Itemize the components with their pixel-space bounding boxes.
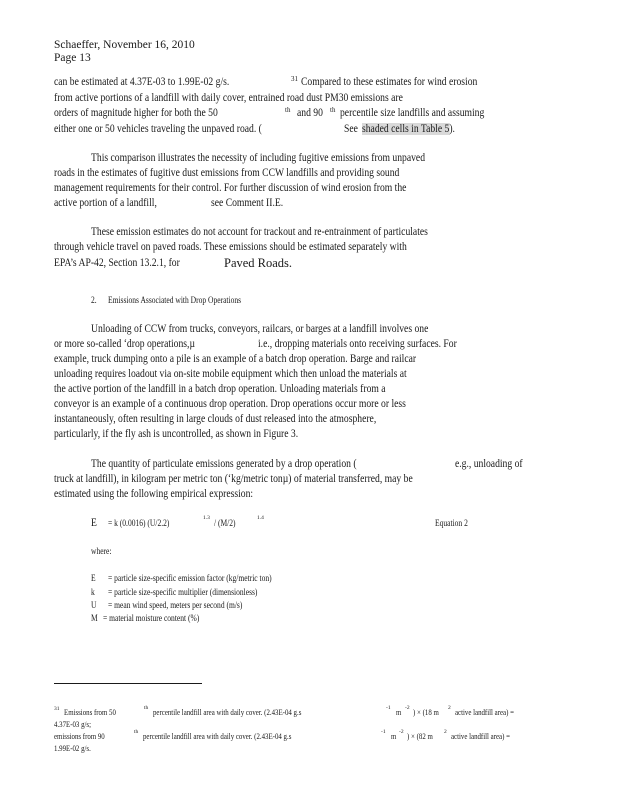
- text-line: See: [344, 123, 358, 135]
- header-page-number: Page 13: [54, 52, 91, 64]
- definition-symbol: U: [91, 600, 97, 610]
- superscript: th: [144, 705, 149, 711]
- superscript: -1: [386, 705, 391, 711]
- text-line: active portion of a landfill,: [54, 197, 157, 209]
- text-line: particularly, if the fly ash is uncontrolled, as shown in Figure 3.: [54, 428, 299, 440]
- footnote-text: percentile landfill area with daily cover. (2.43E-04 g.s: [153, 708, 302, 717]
- text-line: percentile size landfills and assuming: [340, 107, 485, 119]
- text-line: can be estimated at 4.37E-03 to 1.99E-02 g/s.: [54, 76, 230, 88]
- superscript: th: [285, 106, 291, 114]
- footnote-text: 4.37E-03 g/s;: [54, 720, 92, 729]
- definition-symbol: E: [91, 573, 96, 583]
- superscript: th: [330, 106, 336, 114]
- footnote-text: Emissions from 50: [64, 708, 116, 717]
- superscript: 2: [448, 705, 451, 711]
- footnote-text: m: [391, 732, 397, 741]
- text-line: conveyor is an example of a continuous drop operation. Drop operations occur more or less: [54, 398, 406, 410]
- footnote-text: ) × (82 m: [407, 732, 433, 741]
- text-line: The quantity of particulate emissions generated by a drop operation (: [91, 458, 357, 470]
- footnote-text: m: [396, 708, 402, 717]
- superscript: th: [134, 729, 139, 735]
- footnote-text: emissions from 90: [54, 732, 105, 741]
- superscript: -1: [381, 729, 386, 735]
- text-line: management requirements for their control. For further discussion of wind erosion from the: [54, 182, 407, 194]
- paved-roads-reference: Paved Roads.: [224, 256, 293, 270]
- footnote-text: percentile landfill area with daily cover. (2.43E-04 g.s: [143, 732, 292, 741]
- text-line: from active portions of a landfill with daily cover, entrained road dust PM30 emissions are: [54, 92, 403, 104]
- superscript: 2: [444, 729, 447, 735]
- section-number: 2.: [91, 295, 97, 305]
- text-line: e.g., unloading of: [455, 458, 523, 470]
- text-line: or more so-called ‘drop operations,µ: [54, 338, 195, 350]
- definition-symbol: M: [91, 613, 98, 623]
- text-line: the active portion of the landfill in a batch drop operation. Unloading materials from a: [54, 383, 386, 395]
- text-line: either one or 50 vehicles traveling the unpaved road. (: [54, 123, 262, 135]
- definition-text: = particle size-specific multiplier (dimensionless): [108, 587, 258, 597]
- definition-text: = particle size-specific emission factor (kg/metric ton): [108, 573, 272, 583]
- text-line: instantaneously, often resulting in large clouds of dust released into the atmosphere,: [54, 413, 377, 425]
- footnote-reference[interactable]: 31: [291, 75, 298, 83]
- text-line: through vehicle travel on paved roads. These emissions should be estimated separately with: [54, 241, 407, 253]
- footnote-number: 31: [54, 706, 60, 712]
- definition-symbol: k: [91, 587, 95, 597]
- footnote-separator: [54, 683, 202, 684]
- footnote-text: active landfill area) =: [455, 708, 514, 717]
- text-line: This comparison illustrates the necessity of including fugitive emissions from unpaved: [91, 152, 426, 164]
- equation-lhs: E: [91, 517, 97, 529]
- comment-reference[interactable]: see Comment II.E.: [211, 197, 284, 209]
- definition-text: = material moisture content (%): [103, 613, 200, 623]
- header-author-date: Schaeffer, November 16, 2010: [54, 39, 195, 51]
- equation-rhs: / (M/2): [214, 518, 236, 528]
- text-line: These emission estimates do not account for trackout and re-entrainment of particulates: [91, 226, 428, 238]
- equation-exponent: 1.3: [203, 515, 210, 521]
- text-line: truck at landfill), in kilogram per metric ton (‘kg/metric tonµ) of material transferred, may be: [54, 473, 413, 485]
- equation-label: Equation 2: [435, 518, 468, 528]
- text-line: Compared to these estimates for wind erosion: [301, 76, 478, 88]
- section-title: Emissions Associated with Drop Operations: [108, 295, 242, 305]
- where-label: where:: [91, 546, 112, 556]
- superscript: -2: [399, 729, 404, 735]
- text-line: i.e., dropping materials onto receiving surfaces. For: [258, 338, 457, 350]
- equation-exponent: 1.4: [257, 515, 264, 521]
- table-5-reference[interactable]: shaded cells in Table 5).: [362, 123, 455, 135]
- superscript: -2: [405, 705, 410, 711]
- text-line: roads in the estimates of fugitive dust emissions from CCW landfills and providing sound: [54, 167, 400, 179]
- equation-rhs: = k (0.0016) (U/2.2): [108, 518, 170, 528]
- text-line: unloading requires loadout via on-site mobile equipment which then unload the materials at: [54, 368, 407, 380]
- definition-text: = mean wind speed, meters per second (m/s): [108, 600, 243, 610]
- text-line: Unloading of CCW from trucks, conveyors, railcars, or barges at a landfill involves one: [91, 323, 429, 335]
- text-line: orders of magnitude higher for both the 50: [54, 107, 218, 119]
- footnote-text: 1.99E-02 g/s.: [54, 744, 91, 753]
- text-line: and 90: [297, 107, 323, 119]
- text-line: estimated using the following empirical expression:: [54, 488, 254, 500]
- footnote-text: active landfill area) =: [451, 732, 510, 741]
- text-line: EPA’s AP-42, Section 13.2.1, for: [54, 257, 180, 269]
- footnote-text: ) × (18 m: [413, 708, 439, 717]
- text-line: example, truck dumping onto a pile is an example of a batch drop operation. Barge and railcar: [54, 353, 417, 365]
